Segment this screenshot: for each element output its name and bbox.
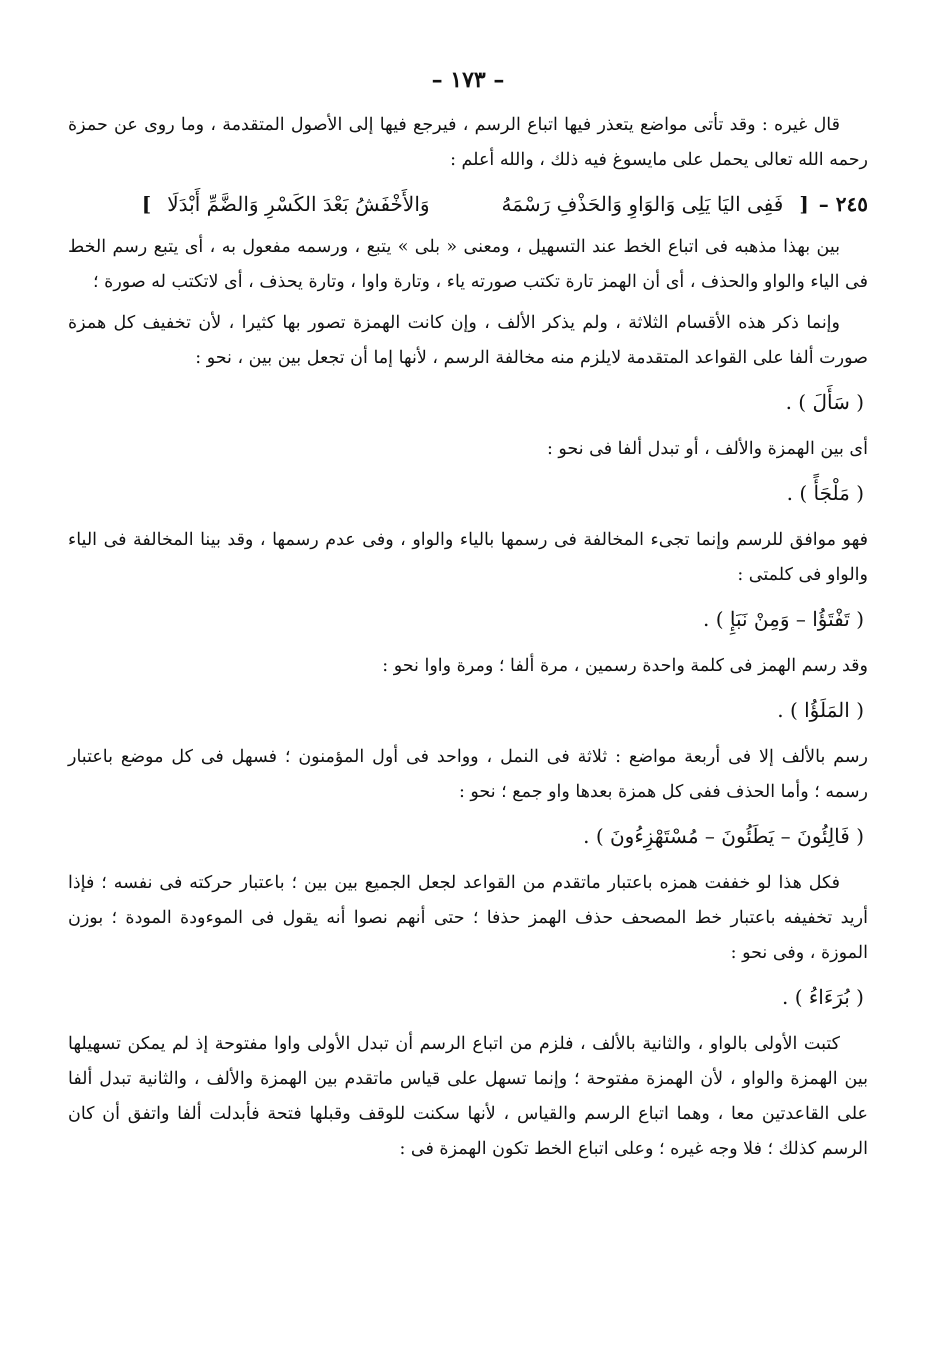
paragraph-3: وإنما ذكر هذه الأقسام الثلاثة ، ولم يذكر الألف ، وإن كانت الهمزة تصور بها كثيرا ، لأن تخفيف كل همزة صورت ألفا على القواعد المتقدمة لايلزم منه مخالفة الرسم ، لأنها إما أن تجعل بين بين ، نحو : — [68, 313, 868, 368]
quran-example-6: ( بُرَءَاءُ ) . — [781, 985, 864, 1009]
document-page — [68, 60, 868, 1350]
paragraph-5: فهو موافق للرسم وإنما تجىء المخالفة فى رسمها بالياء والواو ، وفى عدم رسمها ، وقد بينا المخالفة فى الياء والواو فى كلمتى : — [68, 530, 868, 585]
poem-verse-245 — [68, 184, 868, 224]
paragraph-2: بين بهذا مذهبه فى اتباع الخط عند التسهيل ، ومعنى « بلى » يتبع ، ورسمه مفعول به ، أى يتبع رسم الخط فى الياء والواو والحذف ، أى أن الهمز تارة تكتب صورته ياء ، وتارة واوا ، وتارة يحذف ، أى لاتكتب له صورة ؛ — [68, 237, 868, 292]
verse-number: ٢٤٥ – — [818, 192, 868, 216]
paragraph-9: كتبت الأولى بالواو ، والثانية بالألف ، فلزم من اتباع الرسم أن تبدل الأولى واوا مفتوحة إذ لم يمكن تسهيلها بين الهمزة والواو ، لأن الهمزة مفتوحة ؛ وإنما تسهل على قياس ماتقدم بين الهمزة والألف ، والثانية تبدل ألفا على القاعدتين معا ، وهما اتباع الرسم والقياس ، لأنها سكنت للوقف وقبلها فتحة فأبدلت ألفا واتفق أن كان الرسم كذلك ؛ فلا وجه غيره ؛ وعلى اتباع الخط تكون الهمزة فى : — [68, 1034, 868, 1159]
page-number: – ١٧٣ – — [431, 67, 505, 93]
verse-first-hemistich: فَفِى اليَا يَلِى وَالوَاوِ وَالحَذْفِ رَسْمَهُ — [501, 192, 784, 216]
quran-example-4: ( المَلَؤُا ) . — [777, 698, 864, 722]
quran-example-3: ( تَفْتَؤُا – وَمِنْ نَبَإِ ) . — [702, 607, 864, 631]
quran-example-2: ( مَلْجَأً ) . — [786, 481, 864, 505]
paragraph-1: قال غيره : وقد تأتى مواضع يتعذر فيها اتباع الرسم ، فيرجع فيها إلى الأصول المتقدمة ، وما روى عن حمزة رحمه الله تعالى يحمل على مايسوغ فيه ذلك ، والله أعلم : — [68, 115, 868, 170]
verse-second-hemistich: وَالأَخْفَشُ بَعْدَ الكَسْرِ وَالضَّمِّ أَبْدَلَا — [167, 192, 430, 216]
verse-gap — [446, 184, 486, 224]
verse-open-bracket: [ — [799, 192, 809, 216]
paragraph-7: رسم بالألف إلا فى أربعة مواضع : ثلاثة فى النمل ، وواحد فى أول المؤمنون ؛ فسهل فى كل موضع باعتبار رسمه ؛ وأما الحذف ففى كل همزة بعدها واو جمع ؛ نحو : — [68, 747, 868, 802]
quran-example-5: ( فَالِئُونَ – يَطَئُونَ – مُسْتَهْزِءُونَ ) . — [583, 824, 864, 848]
verse-close-bracket: ] — [141, 192, 152, 216]
paragraph-6: وقد رسم الهمز فى كلمة واحدة رسمين ، مرة ألفا ؛ ومرة واوا نحو : — [382, 656, 868, 676]
paragraph-4: أى بين الهمزة والألف ، أو تبدل ألفا فى نحو : — [546, 439, 868, 459]
quran-example-1: ( سَأَلَ ) . — [785, 390, 864, 414]
paragraph-8: فكل هذا لو خففت همزه باعتبار ماتقدم من القواعد لجعل الجميع بين بين ؛ باعتبار حركته فى نفسه ؛ فإذا أريد تخفيفه باعتبار خط المصحف حذف الهمز حذفا ؛ حتى أنهم نصوا أنه يقول فى الموءودة المودة ؛ بوزن الموزة ، وفى نحو : — [68, 873, 868, 963]
